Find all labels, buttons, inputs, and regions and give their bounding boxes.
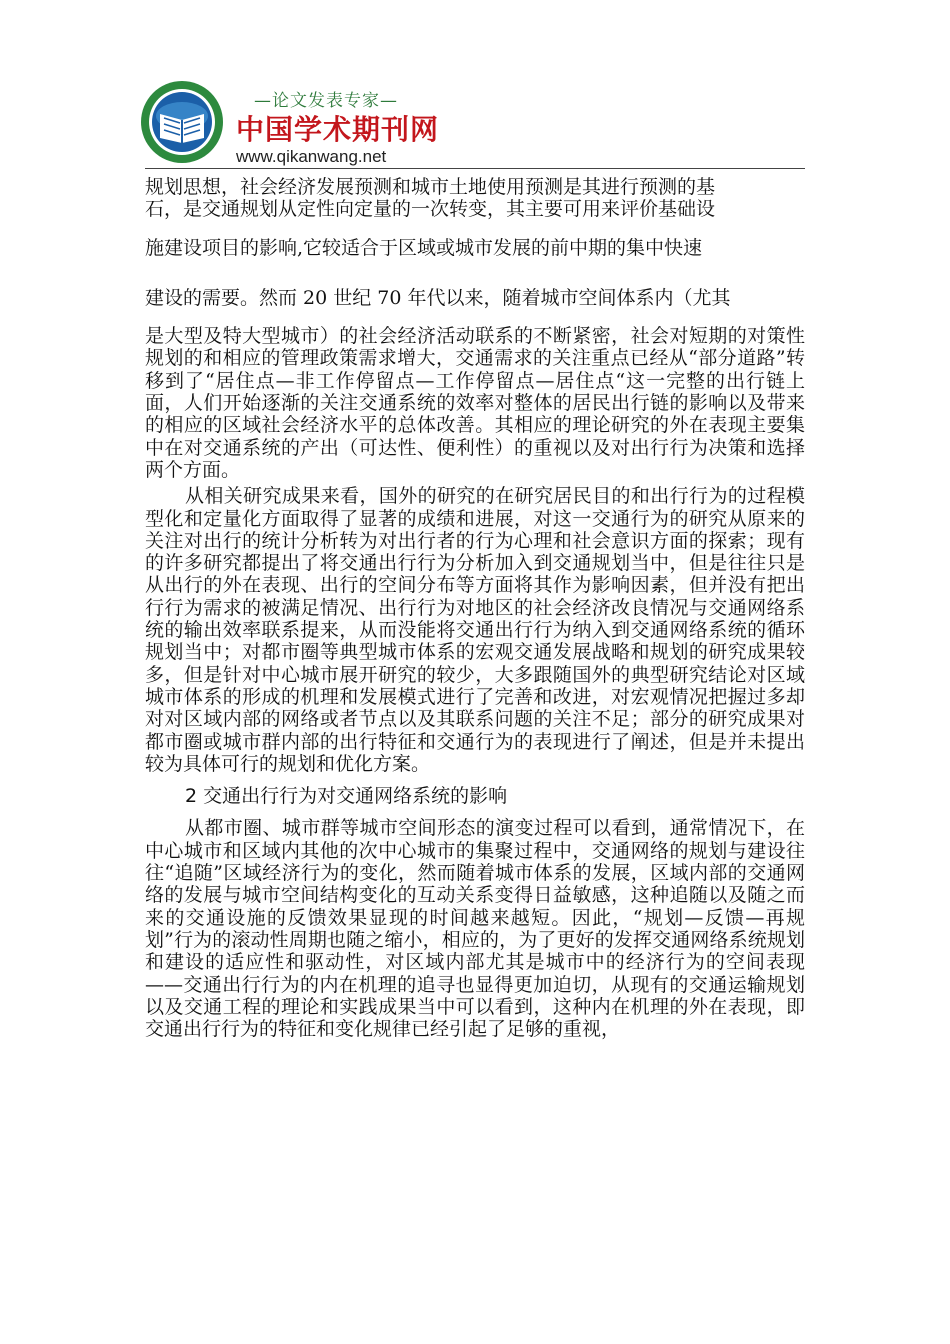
qikanwang-logo-seal [140,80,224,164]
body-line: 建设的需要。然而 20 世纪 70 年代以来，随着城市空间体系内（尤其 [145,286,731,309]
paragraph: 从都市圈、城市群等城市空间形态的演变过程可以看到，通常情况下，在中心城市和区域内其他的次中心城市的集聚过程中，交通网络的规划与建设往往“追随”区域经济行为的变化，然而随着城市体系的发展，区域内部的交通网络的发展与城市空间结构变化的互动关系变得日益敏感，这种追随以及随之而来的交通设施的反馈效果显现的时间越来越短。因此，“规划—反馈—再规划”行为的滚动性周期也随之缩小，相应的，为了更好的发挥交通网络系统规划和建设的适应性和驱动性，对区域内部尤其是城市中的经济行为的空间表现——交通出行行为的内在机理的追寻也显得更加迫切，从现有的交通运输规划以及交通工程的理论和实践成果当中可以看到，这种内在机理的外在表现，即交通出行行为的特征和变化规律已经引起了足够的重视， [145,817,805,1041]
logo-tagline: —论文发表专家— [254,91,398,111]
paragraph: 是大型及特大型城市）的社会经济活动联系的不断紧密，社会对短期的对策性规划的和相应的管理政策需求增大，交通需求的关注重点已经从“部分道路”转移到了“居住点—非工作停留点—工作停留点—居住点“这一完整的出行链上面，人们开始逐渐的关注交通系统的效率对整体的居民出行链的影响以及带来的相应的区域社会经济水平的总体改善。其相应的理论研究的外在表现主要集中在对交通系统的产出（可达性、便利性）的重视以及对出行行为决策和选择两个方面。 [145,325,805,481]
logo-site-name: 中国学术期刊网 [236,113,440,146]
paragraph: 从相关研究成果来看，国外的研究的在研究居民目的和出行行为的过程模型化和定量化方面取得了显著的成绩和进展，对这一交通行为的研究从原来的关注对出行的统计分析转为对出行者的行为心理和社会意识方面的探索；现有的许多研究都提出了将交通出行行为分析加入到交通规划当中，但是往往只是从出行的外在表现、出行的空间分布等方面将其作为影响因素，但并没有把出行行为需求的被满足情况、出行行为对地区的社会经济改良情况与交通网络系统的输出效率联系提来，从而没能将交通出行行为纳入到交通网络系统的循环规划当中；对都市圈等典型城市体系的宏观交通发展战略和规划的研究成果较多，但是针对中心城市展开研究的较少，大多跟随国外的典型研究结论对区域城市体系的形成的机理和发展模式进行了完善和改进，对宏观情况把握过多却对对区域内部的网络或者节点以及其联系问题的关注不足；部分的研究成果对都市圈或城市群内部的出行特征和交通行为的表现进行了阐述，但是并未提出较为具体可行的规划和优化方案。 [145,485,805,775]
section-heading: 2 交通出行行为对交通网络系统的影响 [185,785,508,808]
logo-site-url: www.qikanwang.net [236,147,387,166]
body-line: 施建设项目的影响,它较适合于区域或城市发展的前中期的集中快速 [145,236,703,259]
body-line: 规划思想，社会经济发展预测和城市土地使用预测是其进行预测的基 [145,176,716,198]
logo-text-block [236,86,556,167]
site-header [140,80,560,172]
body-line: 石，是交通规划从定性向定量的一次转变，其主要可用来评价基础设 [145,198,716,221]
document-body [145,172,805,1040]
header-divider [145,168,805,169]
